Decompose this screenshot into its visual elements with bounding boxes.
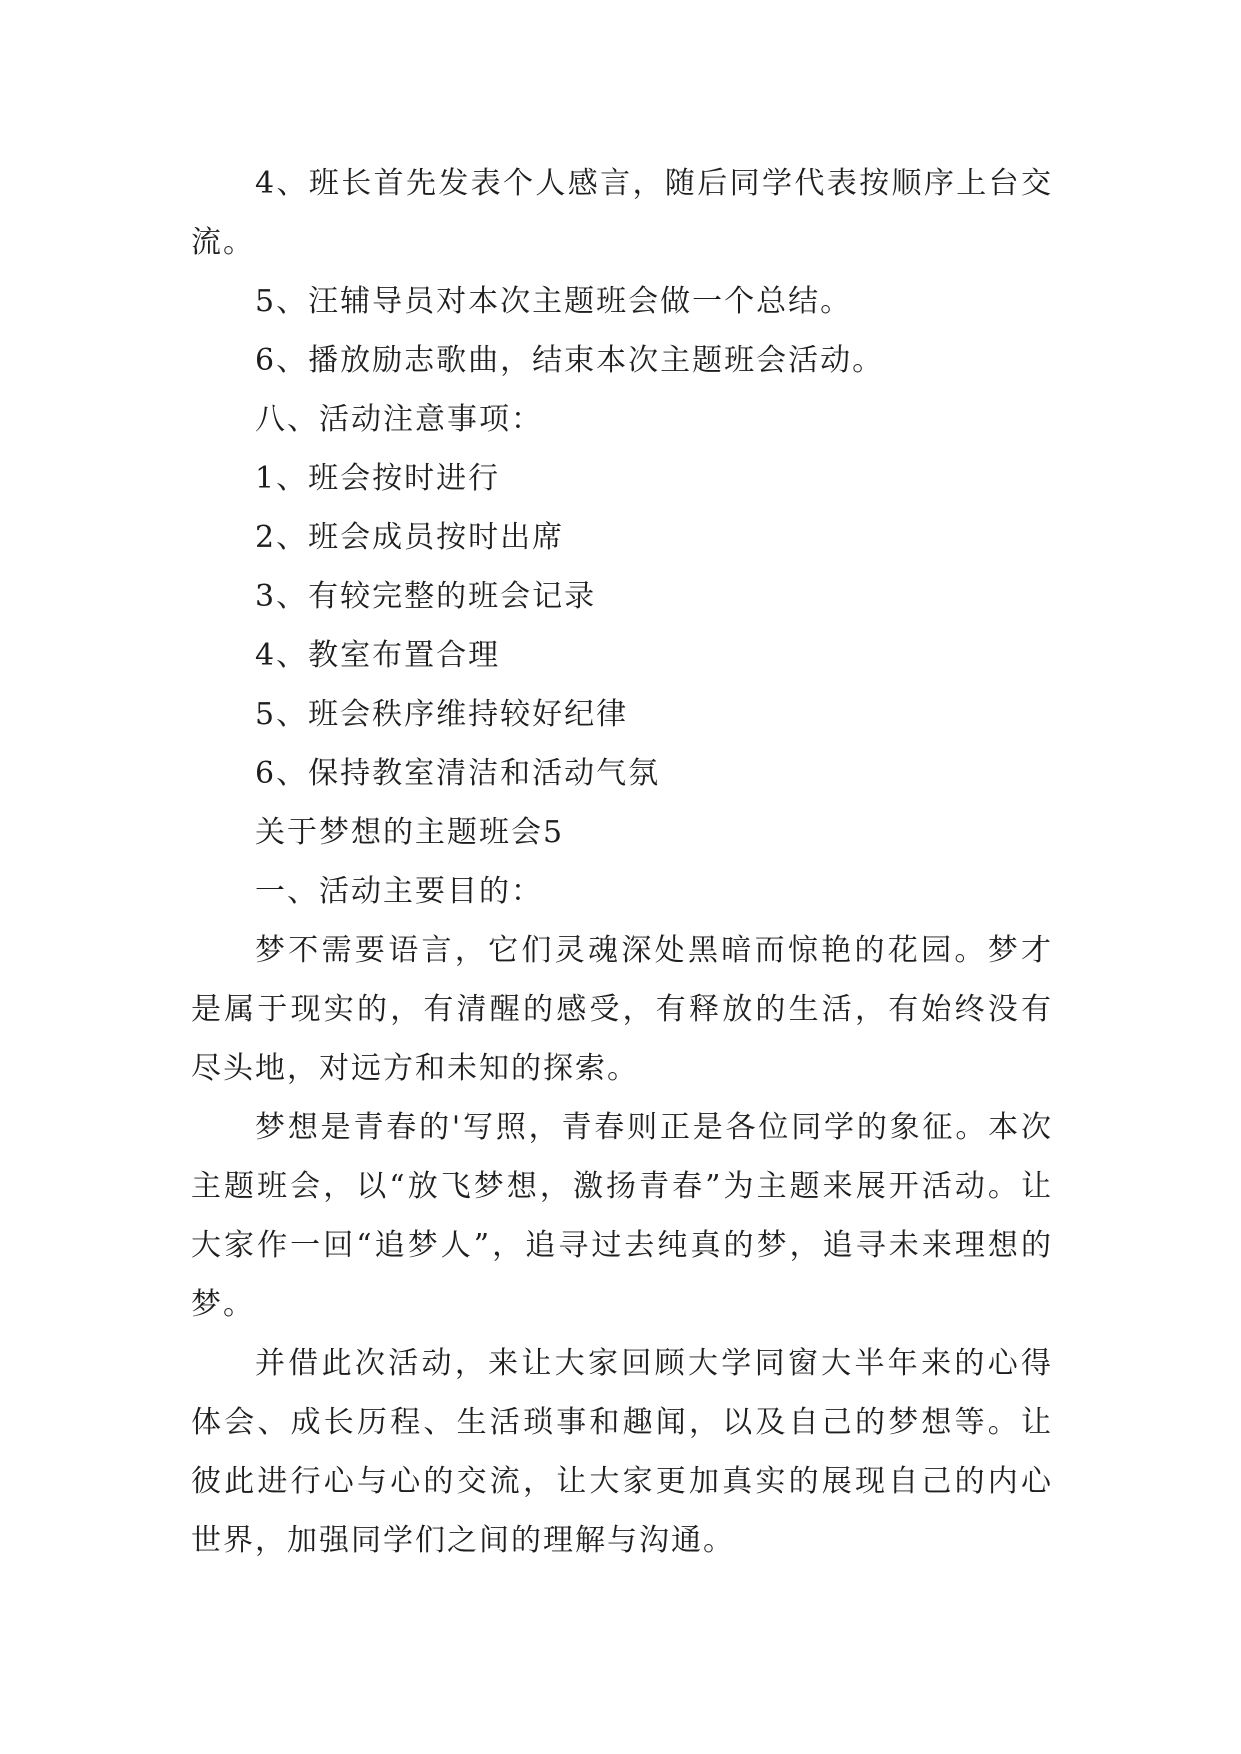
- section-heading-notes: 八、活动注意事项：: [255, 402, 543, 437]
- paragraph-youth: 梦想是青春的'写照，青春则正是各位同学的象征。本次主题班会，以“放飞梦想，激扬青春”为主题来展开活动。让大家作一回“追梦人”，追寻过去纯真的梦，追寻未来理想的梦。: [191, 1110, 1053, 1322]
- list-item: 4、教室布置合理: [255, 638, 501, 673]
- paragraph-host-speech: 4、班长首先发表个人感言，随后同学代表按顺序上台交流。: [191, 166, 1053, 260]
- section-heading-purpose: 一、活动主要目的：: [255, 874, 543, 909]
- paragraph-dream: 梦不需要语言，它们灵魂深处黑暗而惊艳的花园。梦才是属于现实的，有清醒的感受，有释放的生活，有始终没有尽头地，对远方和未知的探索。: [191, 933, 1053, 1086]
- list-item: 3、有较完整的班会记录: [255, 579, 597, 614]
- list-item: 2、班会成员按时出席: [255, 520, 565, 555]
- document-body: [191, 154, 1053, 1570]
- paragraph-review: 并借此次活动，来让大家回顾大学同窗大半年来的心得体会、成长历程、生活琐事和趣闻，以及自己的梦想等。让彼此进行心与心的交流，让大家更加真实的展现自己的内心世界，加强同学们之间的理解与沟通。: [191, 1346, 1053, 1558]
- list-item: 1、班会按时进行: [255, 461, 501, 496]
- document-title: 关于梦想的主题班会5: [255, 815, 565, 850]
- paragraph-summary: 5、汪辅导员对本次主题班会做一个总结。: [255, 284, 853, 319]
- paragraph-song: 6、播放励志歌曲，结束本次主题班会活动。: [255, 343, 885, 378]
- list-item: 6、保持教室清洁和活动气氛: [255, 756, 661, 791]
- list-item: 5、班会秩序维持较好纪律: [255, 697, 629, 732]
